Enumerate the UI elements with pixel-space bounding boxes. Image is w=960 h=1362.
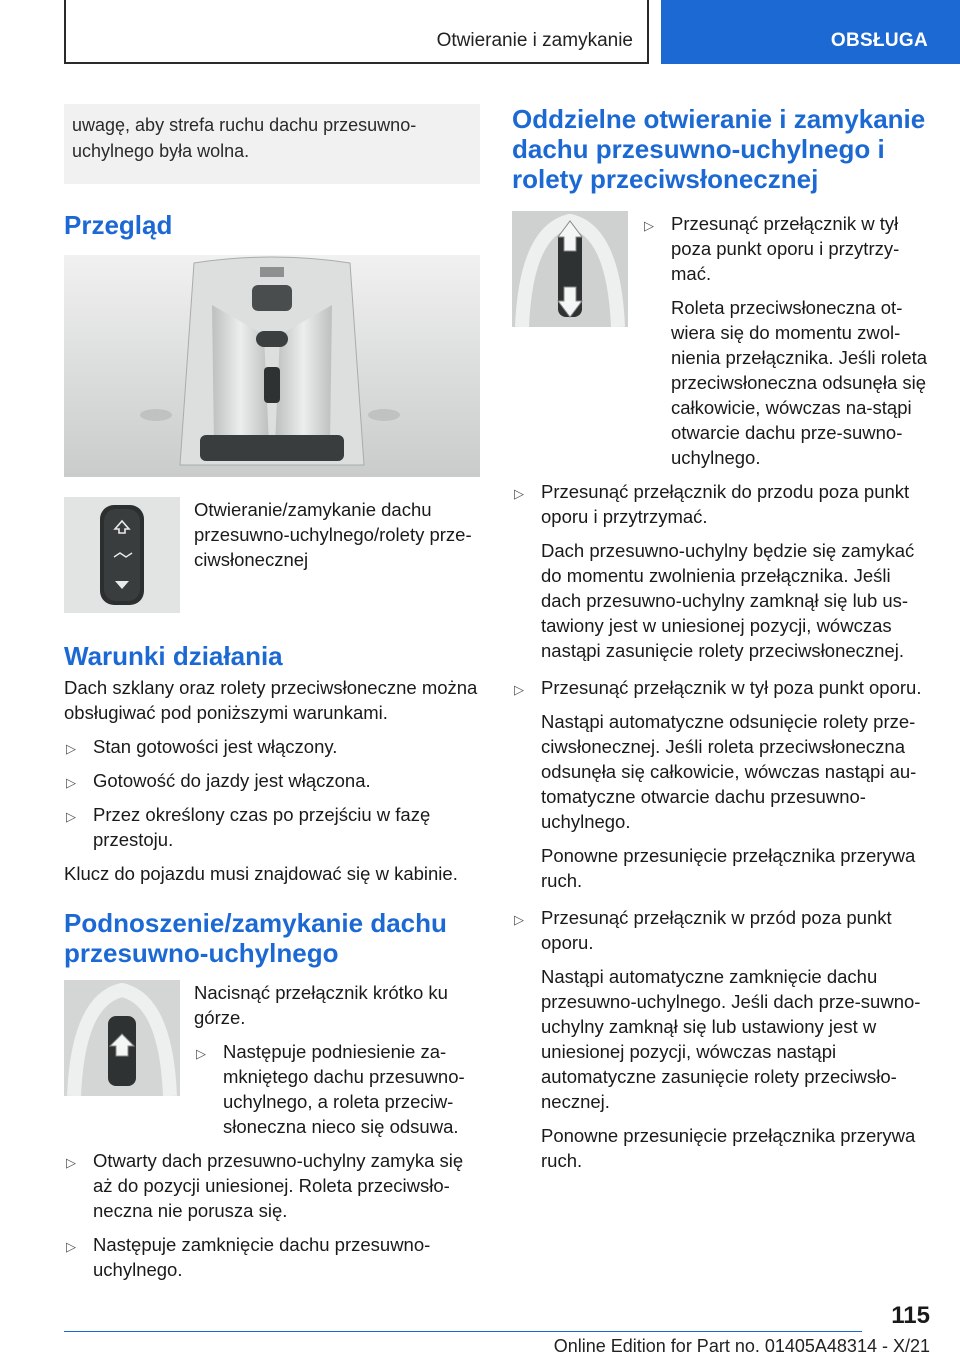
overview-image	[64, 255, 480, 477]
raise-sub-list	[194, 1039, 480, 1139]
list-item: ▷ Otwarty dach przesuwno-uchylny zamyka się aż do pozycji uniesionej. Roleta przeciwsło-neczna nie porusza się.	[66, 1150, 464, 1221]
switch-image	[64, 497, 180, 613]
header-section-box	[64, 0, 649, 64]
list-item: ▷ Przesunąć przełącznik w przód poza punkt oporu. Nastąpi automatyczne zamknięcie dachu przesuwno-uchylnego. Jeśli dach prze-suwno-uchylny zamknął się lub ustawiony jest w uniesionej pozycji, wówczas nastąpi automatyczne zasunięcie rolety przeciwsło-necznej. Ponowne przesunięcie przełącznika przerywa ruch.	[514, 907, 921, 1171]
key-note: Klucz do pojazdu musi znajdować się w kabinie.	[64, 863, 458, 884]
tab-label: OBSŁUGA	[830, 30, 928, 51]
list-item: ▷ Następuje podniesienie za-mkniętego dachu przesuwno-uchylnego, a roleta przeciw-słoneczna nieco się odsuwa.	[196, 1041, 465, 1137]
triangle-bullet-icon: ▷	[66, 1239, 76, 1254]
list-item: ▷ Przesunąć przełącznik w tył poza punkt oporu i przytrzy-mać. Roleta przeciwsłoneczna ot-wiera się do momentu zwol-nienia przełącznika. Jeśli roleta przeciwsłoneczna odsunęła się całkowicie, wówczas na-stąpi otwarcie dachu prze-suwno-uchylnego.	[644, 213, 928, 468]
list-item: ▷ Przesunąć przełącznik do przodu poza punkt oporu i przytrzymać. Dach przesuwno-uchylny będzie się zamykać do momentu zwolnienia przełącznika. Jeśli dach przesuwno-uchylny zamknął się lub us-tawiony jest w uniesionej pozycji, wówczas nastąpi zasunięcie rolety przeciwsłonecznej.	[514, 481, 915, 661]
footer-divider	[64, 1331, 862, 1332]
raise-intro: Nacisnąć przełącznik krótko ku górze.	[194, 982, 448, 1028]
list-item: ▷ Przesunąć przełącznik w tył poza punkt oporu. Nastąpi automatyczne odsunięcie rolety prze-ciwsłonecznej. Jeśli roleta przeciwsłoneczna odsunęła się całkowicie, wówczas nastąpi au-tomatyczne otwarcie dachu przesuwno-uchylnego. Ponowne przesunięcie przełącznika przerywa ruch.	[514, 677, 922, 891]
switch-figure-row	[64, 497, 480, 613]
raise-figure-row	[64, 980, 480, 1139]
triangle-bullet-icon: ▷	[514, 682, 524, 697]
triangle-bullet-icon: ▷	[66, 775, 76, 790]
separate-first-list	[642, 211, 928, 470]
triangle-bullet-icon: ▷	[66, 741, 76, 756]
list-item: ▷ Stan gotowości jest włączony.	[64, 734, 480, 759]
raise-switch-image	[64, 980, 180, 1096]
triangle-bullet-icon: ▷	[644, 218, 654, 233]
triangle-bullet-icon: ▷	[514, 486, 524, 501]
switch-caption: Otwieranie/zamykanie dachu przesuwno-uchylnego/rolety prze-ciwsłonecznej	[194, 499, 472, 570]
triangle-bullet-icon: ▷	[66, 1155, 76, 1170]
header-tab[interactable]	[661, 0, 960, 64]
conditions-intro: Dach szklany oraz rolety przeciwsłoneczne można obsługiwać pod poniższymi warunkami.	[64, 677, 478, 723]
conditions-list	[64, 734, 480, 852]
right-column	[512, 104, 928, 1173]
left-column	[64, 104, 480, 1282]
note-text: uwagę, aby strefa ruchu dachu przesuwno-uchylnego była wolna.	[72, 115, 417, 161]
page-number: 115	[891, 1302, 930, 1329]
triangle-bullet-icon: ▷	[514, 912, 524, 927]
footer-edition: Online Edition for Part no. 01405A48314 - X/21	[553, 1336, 930, 1356]
slide-switch-illustration	[512, 211, 628, 327]
raise-heading: Podnoszenie/zamykanie dachu przesuwno-uchylnego	[64, 908, 447, 968]
raise-text	[194, 980, 480, 1139]
separate-heading: Oddzielne otwieranie i zamykanie dachu przesuwno-uchylnego i rolety przeciwsłonecznej	[512, 104, 926, 194]
conditions-heading: Warunki działania	[64, 641, 283, 671]
list-item: ▷ Następuje zamknięcie dachu przesuwno-uchylnego.	[66, 1234, 431, 1280]
separate-figure-row	[512, 211, 928, 470]
separate-list	[512, 479, 928, 1173]
separate-first-item	[642, 211, 928, 470]
list-item: ▷ Przez określony czas po przejściu w fazę przestoju.	[66, 804, 431, 850]
slide-switch-image	[512, 211, 628, 327]
triangle-bullet-icon: ▷	[196, 1046, 206, 1061]
raise-list	[64, 1148, 480, 1282]
triangle-bullet-icon: ▷	[66, 809, 76, 824]
overview-heading: Przegląd	[64, 210, 173, 240]
section-title: Otwieranie i zamykanie	[436, 30, 633, 51]
roof-console-illustration	[64, 255, 480, 477]
raise-switch-illustration	[64, 980, 180, 1096]
roof-switch-illustration	[64, 497, 180, 613]
list-item: ▷ Gotowość do jazdy jest włączona.	[64, 768, 480, 793]
note-box	[64, 104, 480, 184]
